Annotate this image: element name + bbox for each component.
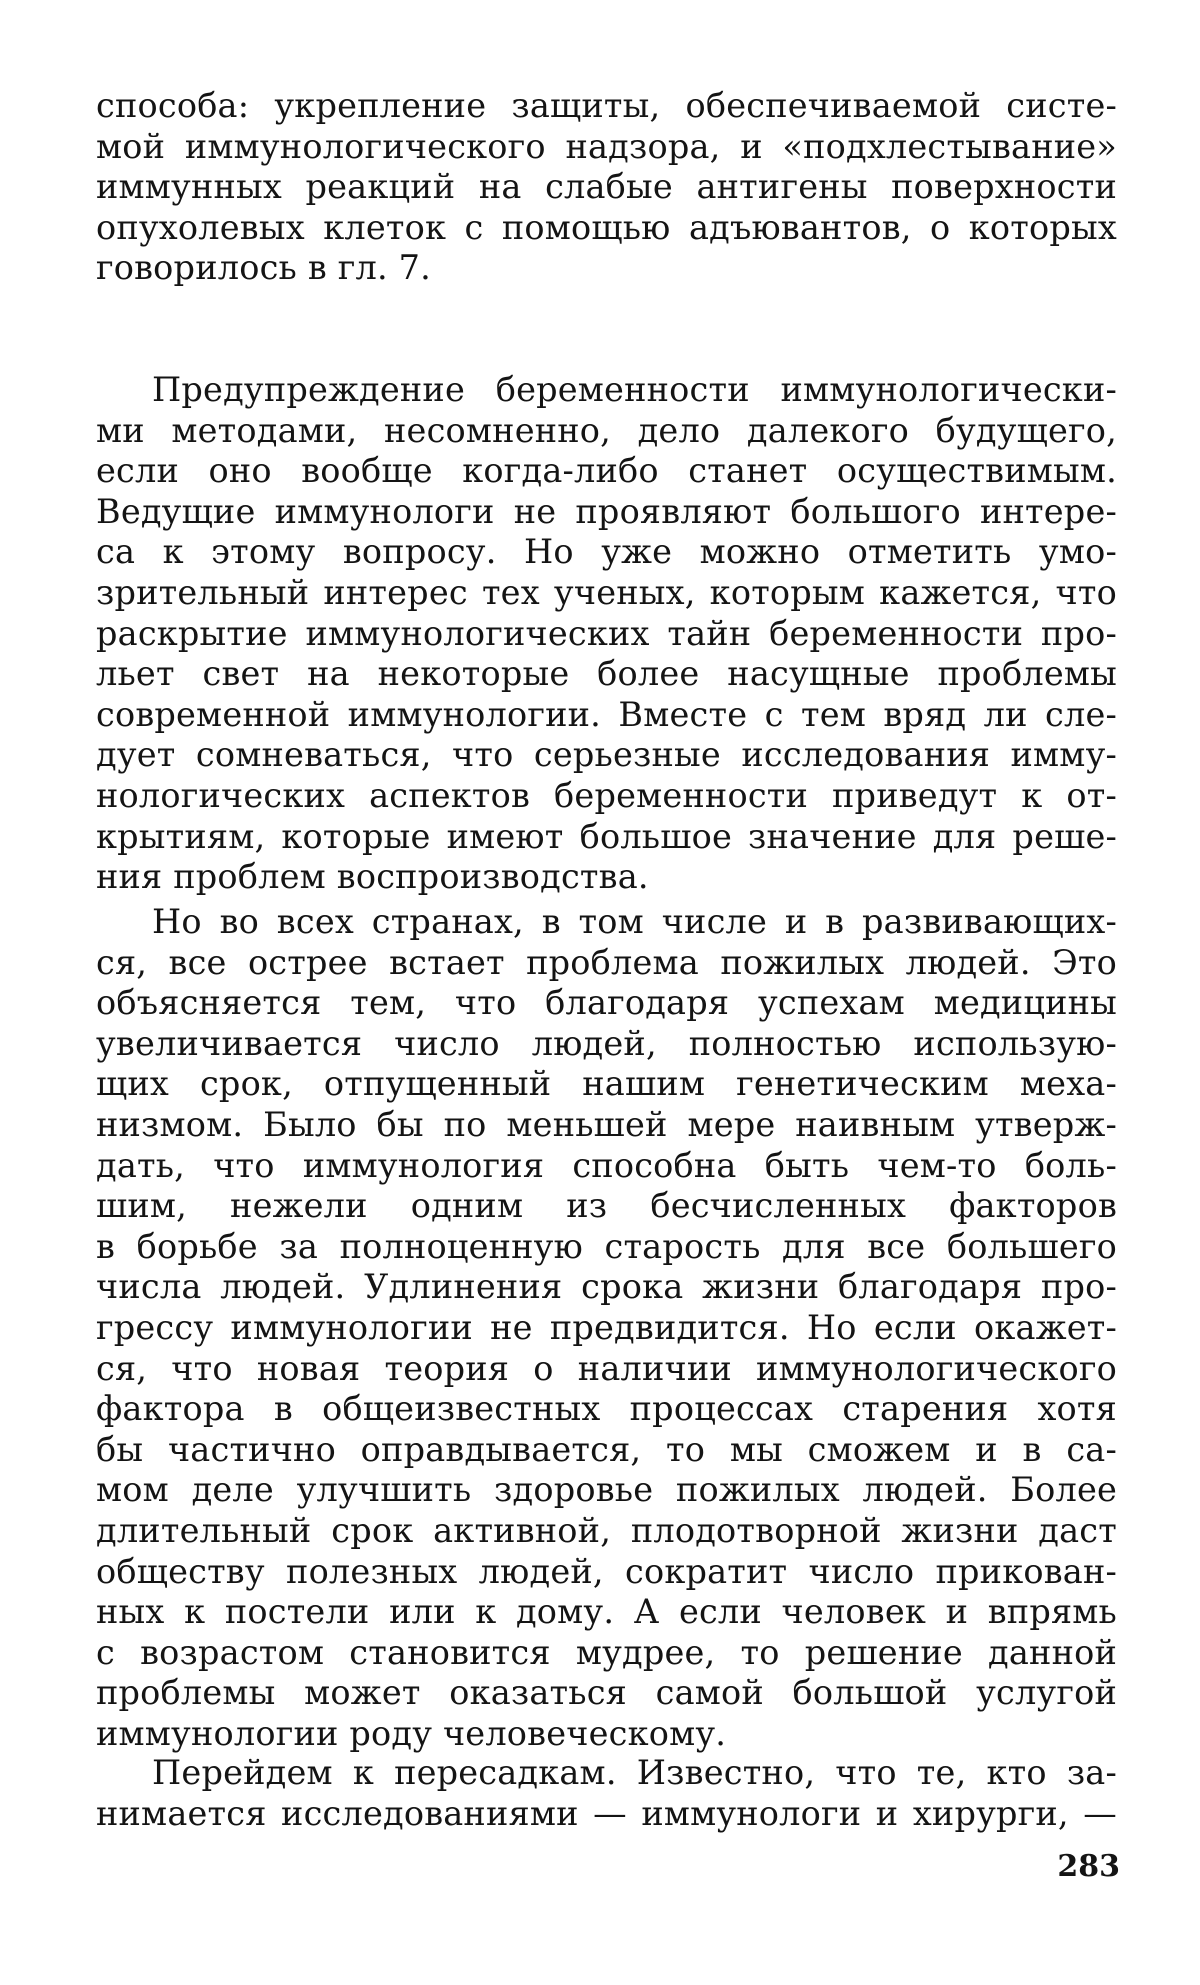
text-line: низмом. Было бы по меньшей мере наивным утверж- — [96, 1105, 1117, 1144]
text-line: мом деле улучшить здоровье пожилых людей. Более — [96, 1470, 1117, 1510]
text-line: нологических аспектов беременности приведут к от- — [96, 776, 1117, 815]
text-line: Предупреждение беременности иммунологически- — [152, 370, 1117, 409]
text-line: льет свет на некоторые более насущные проблемы — [96, 654, 1117, 694]
text-line: грессу иммунологии не предвидится. Но если окажет- — [96, 1308, 1117, 1347]
text-line: крытиям, которые имеют большое значение для реше- — [96, 816, 1117, 856]
text-line: ся, что новая теория о наличии иммунологического — [96, 1348, 1117, 1388]
text-line: са к этому вопросу. Но уже можно отметить умо- — [96, 532, 1117, 572]
text-line: опухолевых клеток с помощью адъювантов, о которых — [96, 207, 1117, 247]
text-line: Но во всех странах, в том числе и в развивающих- — [152, 902, 1117, 941]
text-line: Ведущие иммунологи не проявляют большого интере- — [96, 491, 1117, 531]
text-line: иммунологии роду человеческому. — [96, 1714, 727, 1753]
text-line: фактора в общеизвестных процессах старения хотя — [96, 1389, 1117, 1429]
text-line: зрительный интерес тех ученых, которым кажется, что — [96, 573, 1117, 612]
text-line: ных к постели или к дому. А если человек и впрямь — [96, 1592, 1117, 1632]
text-line: если оно вообще когда-либо станет осуществимым. — [96, 451, 1117, 491]
text-line: увеличивается число людей, полностью использую- — [96, 1023, 1117, 1063]
text-line: ми методами, несомненно, дело далекого будущего, — [96, 410, 1117, 450]
text-line: длительный срок активной, плодотворной жизни даст — [96, 1511, 1117, 1550]
text-line: шим, нежели одним из бесчисленных факторов — [96, 1186, 1117, 1226]
text-line: Перейдем к пересадкам. Известно, что те, кто за- — [152, 1753, 1117, 1792]
text-line: обществу полезных людей, сократит число прикован- — [96, 1551, 1117, 1591]
text-line: с возрастом становится мудрее, то решение данной — [96, 1632, 1117, 1672]
text-line: мой иммунологического надзора, и «подхлестывание» — [96, 126, 1117, 166]
text-line: современной иммунологии. Вместе с тем вряд ли сле- — [96, 694, 1117, 734]
text-line: дать, что иммунология способна быть чем-то боль- — [96, 1145, 1117, 1185]
text-line: говорилось в гл. 7. — [96, 248, 432, 288]
text-line: иммунных реакций на слабые антигены поверхности — [96, 167, 1117, 207]
text-line: раскрытие иммунологических тайн беременности про- — [96, 613, 1117, 653]
text-line: щих срок, отпущенный нашим генетическим меха- — [96, 1064, 1117, 1104]
text-line: числа людей. Удлинения срока жизни благодаря про- — [96, 1267, 1117, 1307]
page-number: 283 — [1057, 1849, 1120, 1884]
text-line: ся, все острее встает проблема пожилых людей. Это — [96, 942, 1117, 982]
text-line: дует сомневаться, что серьезные исследования имму- — [96, 735, 1117, 775]
text-line: проблемы может оказаться самой большой услугой — [96, 1673, 1117, 1713]
text-line: бы частично оправдывается, то мы сможем и в са- — [96, 1429, 1117, 1469]
text-line: нимается исследованиями — иммунологи и хирурги, — — [96, 1793, 1117, 1833]
text-line: ния проблем воспроизводства. — [96, 857, 649, 897]
text-line: способа: укрепление защиты, обеспечиваемой систе- — [96, 86, 1117, 125]
text-line: объясняется тем, что благодаря успехам медицины — [96, 983, 1117, 1023]
text-line: в борьбе за полноценную старость для все большего — [96, 1226, 1117, 1266]
